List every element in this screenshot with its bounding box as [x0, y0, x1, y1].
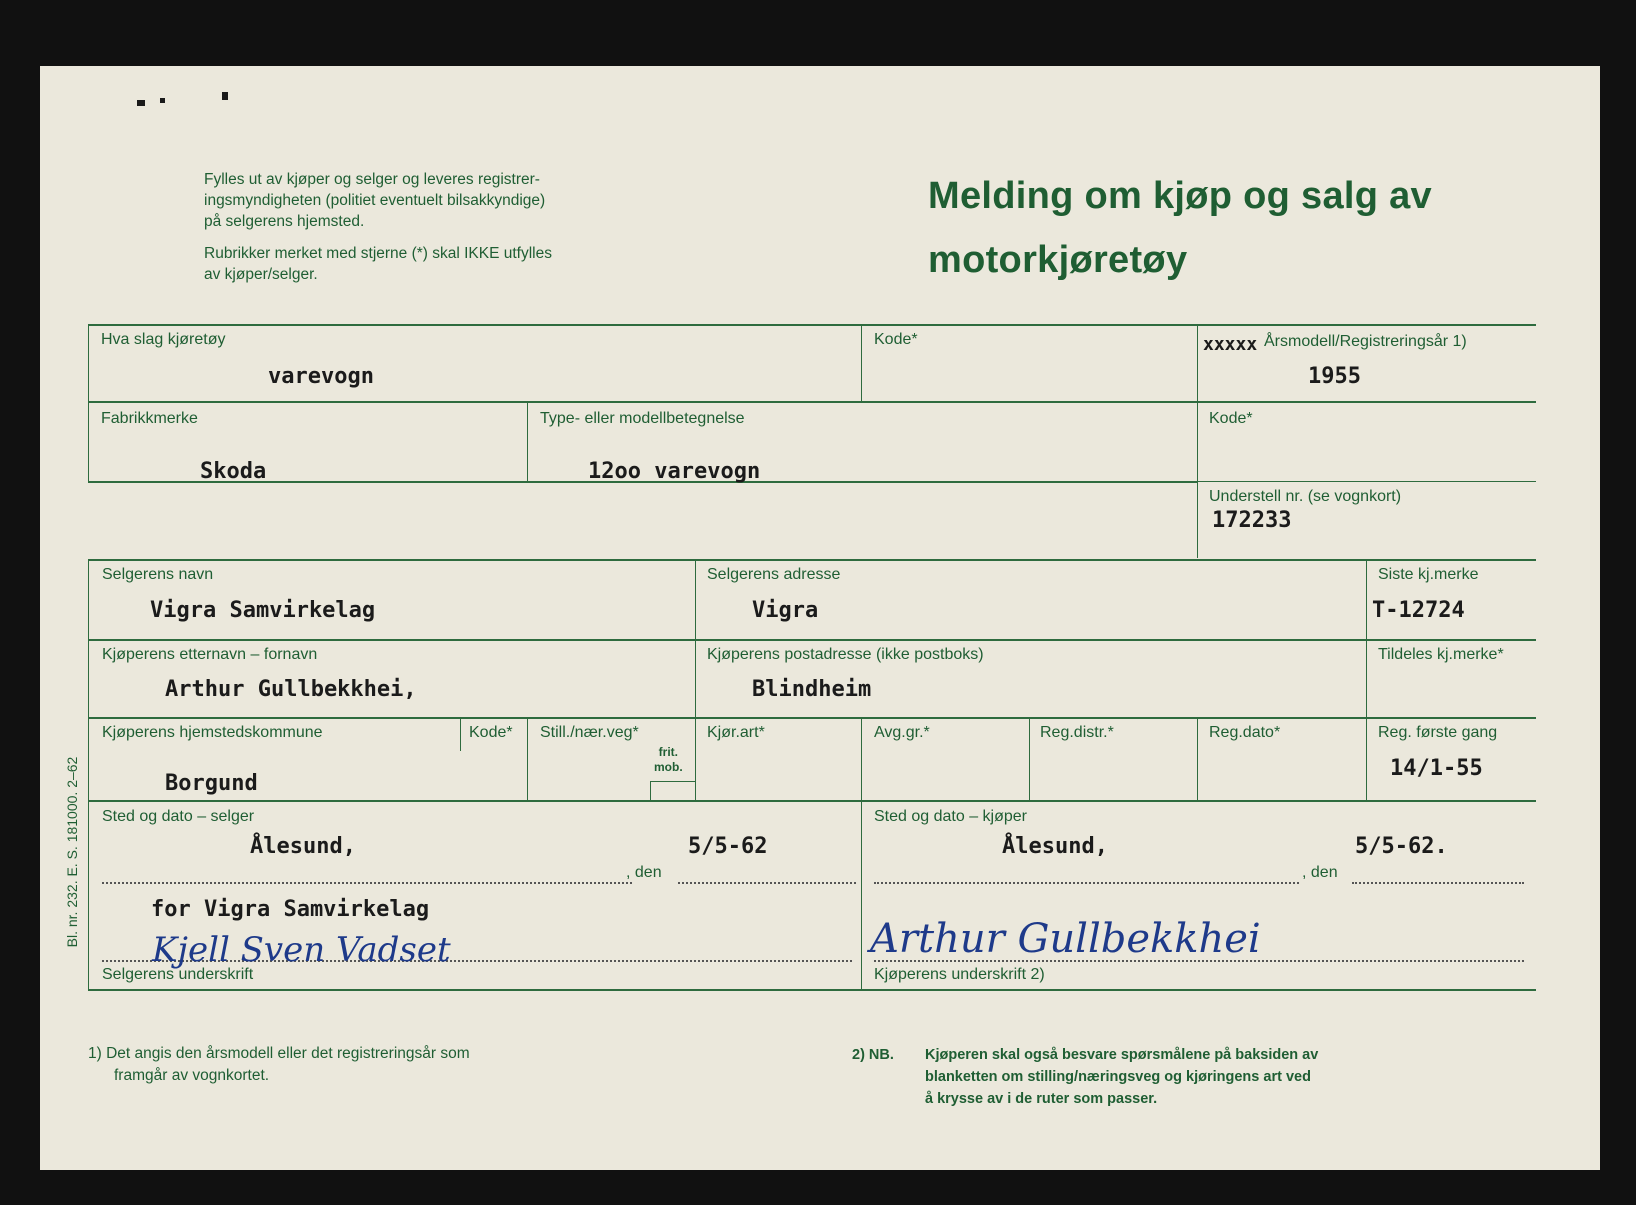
- buyer-date-line: [1352, 882, 1524, 884]
- rule: [1197, 481, 1536, 482]
- rule: [1197, 324, 1198, 558]
- buyer-date-line: [874, 882, 1299, 884]
- make-value: Skoda: [200, 459, 267, 484]
- rule: [88, 559, 1536, 561]
- seller-date-value: 5/5-62: [688, 834, 768, 859]
- chassis-label: Understell nr. (se vognkort): [1209, 488, 1402, 505]
- footnote-2: [925, 1044, 1318, 1110]
- instructions-line: av kjøper/selger.: [204, 266, 318, 283]
- frit-mob-label: [654, 745, 683, 775]
- form-title-line: motorkjøretøy: [928, 239, 1188, 281]
- rule: [1366, 559, 1367, 800]
- rule: [88, 717, 1536, 719]
- buyer-signature: Arthur Gullbekkhei: [870, 916, 1261, 962]
- buyer-sign-label: Kjøperens underskrift 2): [874, 966, 1045, 983]
- seller-place-value: Ålesund,: [250, 834, 356, 859]
- footnote-line: blanketten om stilling/næringsveg og kjøringens art ved: [925, 1069, 1311, 1085]
- rule: [861, 324, 862, 401]
- seller-place-label: Sted og dato – selger: [102, 808, 255, 825]
- year-struck-text: xxxxx: [1203, 334, 1258, 355]
- reg-date-label: Reg.dato*: [1209, 724, 1281, 741]
- buyer-place-value: Ålesund,: [1002, 834, 1108, 859]
- rule: [527, 717, 528, 800]
- model-value: 12oo varevogn: [588, 459, 761, 484]
- rule: [861, 717, 862, 989]
- rule: [650, 781, 651, 800]
- buyer-den-label: , den: [1302, 864, 1338, 881]
- instructions-line: Rubrikker merket med stjerne (*) skal IKKE utfylles: [204, 245, 552, 262]
- buyer-name-label: Kjøperens etternavn – fornavn: [102, 646, 318, 663]
- buyer-postal-label: Kjøperens postadresse (ikke postboks): [707, 646, 984, 663]
- frit-label: frit.: [658, 745, 678, 759]
- rule: [695, 559, 696, 800]
- vehicle-kode-label: Kode*: [874, 331, 918, 348]
- form-title-line: Melding om kjøp og salg av: [928, 175, 1432, 217]
- seller-sign-label: Selgerens underskrift: [102, 966, 254, 983]
- occupation-label: Still./nær.veg*: [540, 724, 639, 741]
- assigned-plate-label: Tildeles kj.merke*: [1378, 646, 1504, 663]
- rule: [88, 401, 1536, 403]
- vehicle-type-value: varevogn: [268, 364, 374, 389]
- first-reg-label: Reg. første gang: [1378, 724, 1498, 741]
- buyer-place-label: Sted og dato – kjøper: [874, 808, 1027, 825]
- seller-address-value: Vigra: [752, 598, 819, 623]
- buyer-date-value: 5/5-62.: [1355, 834, 1448, 859]
- punch-mark: [222, 92, 228, 100]
- seller-date-line: [102, 882, 632, 884]
- municipality-kode-label: Kode*: [469, 724, 513, 741]
- buyer-name-value: Arthur Gullbekkhei,: [165, 677, 417, 702]
- first-reg-value: 14/1-55: [1390, 756, 1483, 781]
- rule: [650, 781, 695, 782]
- chassis-value: 172233: [1212, 508, 1292, 533]
- avg-gr-label: Avg.gr.*: [874, 724, 930, 741]
- seller-date-line: [678, 882, 856, 884]
- last-plate-label: Siste kj.merke: [1378, 566, 1479, 583]
- reg-distr-label: Reg.distr.*: [1040, 724, 1114, 741]
- footnote-line: Kjøperen skal også besvare spørsmålene på baksiden av: [925, 1047, 1319, 1063]
- footnote-line: framgår av vognkortet.: [114, 1067, 270, 1084]
- instructions-line: på selgerens hjemsted.: [204, 213, 365, 230]
- rule: [527, 401, 528, 481]
- seller-den-label: , den: [626, 864, 662, 881]
- rule: [1029, 717, 1030, 800]
- model-label: Type- eller modellbetegnelse: [540, 410, 745, 427]
- seller-for-value: for Vigra Samvirkelag: [151, 897, 430, 922]
- vehicle-type-label: Hva slag kjøretøy: [101, 331, 226, 348]
- buyer-postal-value: Blindheim: [752, 677, 872, 702]
- footnote-line: 1) Det angis den årsmodell eller det registreringsår som: [88, 1045, 470, 1062]
- year-label: Årsmodell/Registreringsår 1): [1264, 333, 1467, 350]
- municipality-value: Borgund: [165, 771, 258, 796]
- last-plate-value: T-12724: [1372, 598, 1465, 623]
- footnote-1: [88, 1043, 470, 1087]
- rule: [88, 989, 1536, 991]
- seller-address-label: Selgerens adresse: [707, 566, 841, 583]
- rule: [88, 559, 89, 990]
- instructions-line: Fylles ut av kjøper og selger og leveres registrer-: [204, 171, 540, 188]
- seller-signature: Kjell Sven Vadset: [152, 930, 451, 970]
- rule: [460, 717, 461, 751]
- rule: [88, 324, 89, 482]
- municipality-label: Kjøperens hjemstedskommune: [102, 724, 323, 741]
- form-number-side-text: Bl. nr. 232. E. S. 181000. 2–62: [64, 756, 80, 948]
- footnote-line: å krysse av i de ruter som passer.: [925, 1091, 1158, 1107]
- punch-mark: [137, 100, 145, 106]
- rule: [1197, 717, 1198, 800]
- kode2-label: Kode*: [1209, 410, 1253, 427]
- instructions-line: ingsmyndigheten (politiet eventuelt bilsakkyndige): [204, 192, 546, 209]
- mob-label: mob.: [654, 760, 683, 774]
- rule: [88, 800, 1536, 802]
- seller-name-label: Selgerens navn: [102, 566, 214, 583]
- rule: [88, 639, 1536, 641]
- seller-name-value: Vigra Samvirkelag: [150, 598, 376, 623]
- year-value: 1955: [1308, 364, 1361, 389]
- driving-type-label: Kjør.art*: [707, 724, 765, 741]
- instructions: [204, 169, 664, 285]
- form-title: [928, 164, 1432, 292]
- footnote-2-prefix: 2) NB.: [852, 1047, 894, 1063]
- make-label: Fabrikkmerke: [101, 410, 198, 427]
- punch-mark: [160, 98, 165, 103]
- rule: [88, 324, 1536, 326]
